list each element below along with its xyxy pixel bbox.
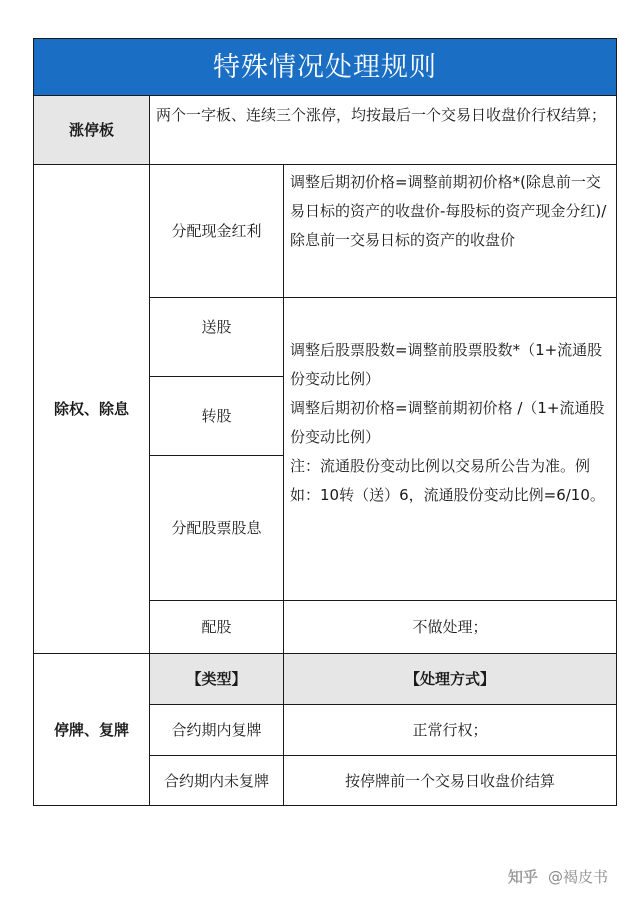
price-formula: 调整后期初价格=调整前期初价格 /（1+流通股份变动比例）: [290, 399, 605, 446]
resume-method: 正常行权；: [283, 704, 617, 756]
no-resume-method: 按停牌前一个交易日收盘价结算: [283, 755, 617, 806]
transfer-share-label: 转股: [149, 376, 284, 456]
table-title: 特殊情况处理规则: [33, 38, 617, 95]
limit-up-rule: 两个一字板、连续三个涨停，均按最后一个交易日收盘价行权结算；: [149, 95, 617, 165]
adjustment-note: 注：流通股份变动比例以交易所公告为准。例如：10转（送）6，流通股份变动比例=6/10。: [290, 457, 605, 504]
no-resume-type: 合约期内未复牌: [149, 755, 284, 806]
rules-table: [33, 38, 617, 806]
share-adjustment-rule: [283, 297, 617, 601]
cash-dividend-label: 分配现金红利: [149, 164, 284, 298]
stock-dividend-label: 分配股票股息: [149, 455, 284, 601]
zhihu-logo: 知乎: [508, 868, 539, 886]
share-count-formula: 调整后股票股数=调整前股票股数*（1+流通股份变动比例）: [290, 341, 603, 388]
bonus-share-label: 送股: [149, 297, 284, 377]
ex-rights-label: 除权、除息: [33, 164, 150, 654]
limit-up-label: 涨停板: [33, 95, 150, 165]
author-handle: @褐皮书: [548, 868, 609, 886]
suspension-label: 停牌、复牌: [33, 653, 150, 806]
resume-type: 合约期内复牌: [149, 704, 284, 756]
cash-dividend-rule: 调整后期初价格=调整前期初价格*(除息前一交易日标的资产的收盘价-每股标的资产现金分红)/除息前一交易日标的资产的收盘价: [283, 164, 617, 298]
method-header: 【处理方式】: [283, 653, 617, 705]
rights-issue-rule: 不做处理；: [283, 600, 617, 654]
watermark: [508, 866, 608, 887]
rights-issue-label: 配股: [149, 600, 284, 654]
type-header: 【类型】: [149, 653, 284, 705]
